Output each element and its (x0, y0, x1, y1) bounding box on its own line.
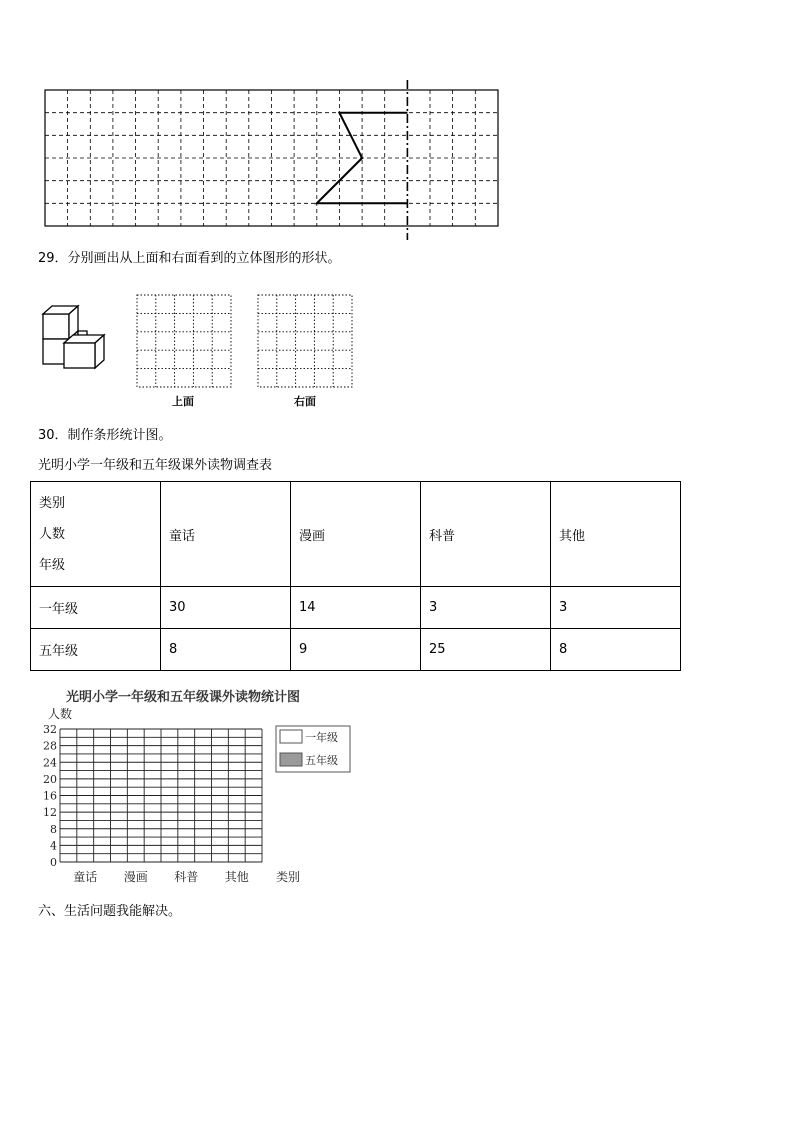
x-category-label: 科普 (174, 870, 199, 884)
legend-swatch-grade5 (280, 753, 302, 766)
header-col: 漫画 (291, 482, 421, 587)
y-axis-label: 人数 (48, 707, 73, 721)
y-tick-label: 20 (43, 772, 57, 786)
y-tick-label: 32 (43, 723, 57, 736)
table-cell: 30 (161, 587, 291, 629)
y-tick-label: 4 (50, 839, 57, 853)
table-cell: 3 (421, 587, 551, 629)
table-header-row (31, 482, 681, 587)
question-30-text: 30．制作条形统计图。 (38, 428, 172, 443)
top-view-dotted-grid[interactable] (134, 292, 234, 390)
x-category-label: 漫画 (123, 870, 148, 884)
table-cell: 25 (421, 629, 551, 671)
chart-title: 光明小学一年级和五年级课外读物统计图 (66, 690, 301, 705)
y-tick-label: 28 (43, 739, 57, 753)
header-col: 童话 (161, 482, 291, 587)
y-tick-label: 0 (50, 856, 57, 869)
legend-label-grade5: 五年级 (305, 754, 338, 767)
header-grade: 年级 (39, 557, 66, 573)
survey-table (30, 481, 681, 671)
row-label: 一年级 (31, 587, 161, 629)
bar-chart[interactable] (36, 700, 366, 890)
row-label: 五年级 (31, 629, 161, 671)
right-view-label: 右面 (294, 395, 316, 408)
table-row (31, 629, 681, 671)
header-col: 科普 (421, 482, 551, 587)
table-cell: 3 (551, 587, 681, 629)
table-cell: 9 (291, 629, 421, 671)
table-row (31, 587, 681, 629)
diagonal-header-cell (31, 482, 161, 587)
right-view-dotted-grid[interactable] (255, 292, 355, 390)
top-view-label: 上面 (172, 395, 194, 408)
survey-table-title: 光明小学一年级和五年级课外读物调查表 (38, 458, 273, 473)
x-axis-label: 类别 (276, 870, 301, 884)
cube-stack-figure (38, 302, 113, 372)
header-category: 类别 (39, 495, 66, 511)
table-cell: 8 (551, 629, 681, 671)
x-category-label: 童话 (73, 870, 98, 884)
y-tick-label: 16 (43, 789, 57, 803)
header-count: 人数 (39, 526, 66, 542)
symmetry-grid-figure (40, 78, 510, 242)
chart-legend (276, 726, 350, 772)
legend-label-grade1: 一年级 (305, 731, 338, 744)
y-tick-label: 12 (43, 806, 57, 820)
table-cell: 14 (291, 587, 421, 629)
legend-swatch-grade1 (280, 730, 302, 743)
y-tick-label: 24 (43, 756, 57, 770)
x-category-label: 其他 (224, 870, 249, 884)
y-tick-label: 8 (50, 822, 57, 836)
header-col: 其他 (551, 482, 681, 587)
question-29-text: 29．分别画出从上面和右面看到的立体图形的形状。 (38, 251, 341, 266)
table-cell: 8 (161, 629, 291, 671)
section-6-heading: 六、生活问题我能解决。 (38, 904, 182, 919)
